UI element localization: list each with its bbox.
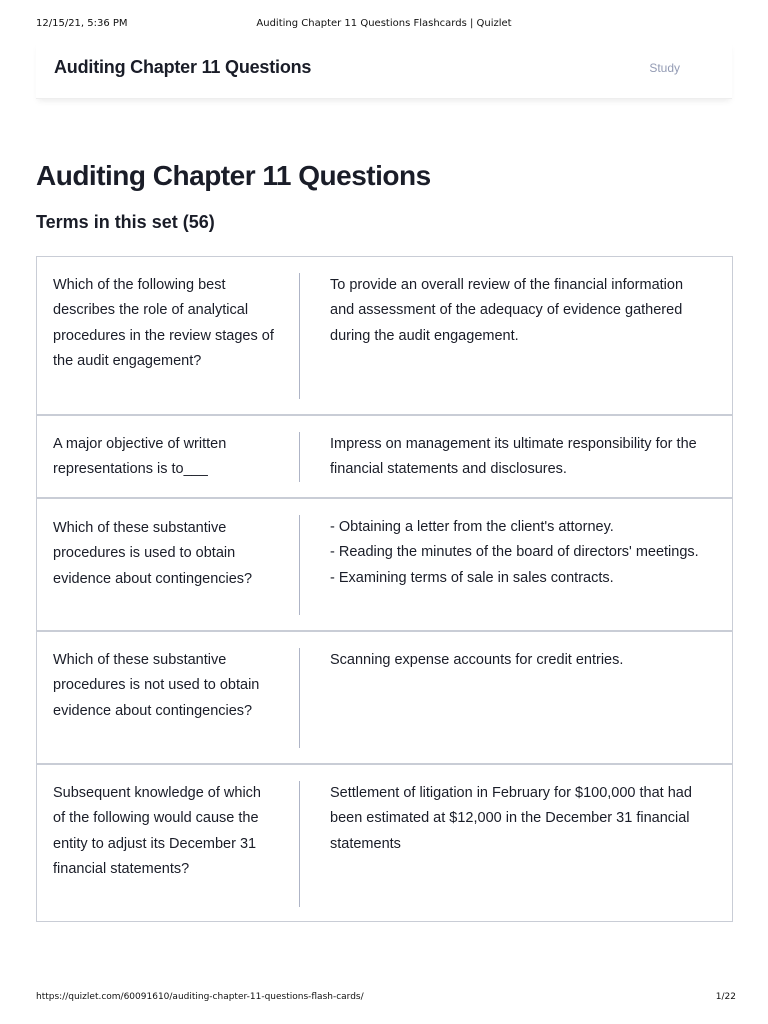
definition-line: Settlement of litigation in February for $100,000 that had been estimated at $12,000 in the December 31 financial statements (330, 785, 692, 852)
terms-heading: Terms in this set (56) (36, 212, 215, 232)
term-text: Which of these substantive procedures is used to obtain evidence about contingencies? (53, 520, 253, 587)
definition-line: Impress on management its ultimate responsibility for the financial statements and disclosures. (330, 436, 697, 478)
definition-line: - Examining terms of sale in sales contracts. (330, 569, 614, 586)
page-number: 1/22 (715, 992, 736, 1002)
print-document-title: Auditing Chapter 11 Questions Flashcards | Quizlet (256, 18, 512, 29)
term-card (36, 414, 733, 498)
definition-line: Scanning expense accounts for credit entries. (330, 652, 624, 668)
term-divider (299, 515, 300, 615)
term-list (36, 256, 733, 922)
definition-text (330, 781, 710, 857)
definition-text (330, 273, 710, 349)
set-header-bar (36, 42, 732, 99)
print-footer (0, 992, 768, 1006)
print-url: https://quizlet.com/60091610/auditing-chapter-11-questions-flash-cards/ (36, 992, 364, 1002)
print-header (0, 18, 768, 32)
term-card (36, 256, 733, 415)
definition-text (330, 648, 710, 673)
definition-line: - Reading the minutes of the board of directors' meetings. (330, 544, 699, 561)
term-text: A major objective of written representations is to___ (53, 436, 227, 478)
term-divider (299, 781, 300, 907)
study-button[interactable]: Study (649, 61, 680, 75)
term-text: Subsequent knowledge of which of the following would cause the entity to adjust its December 31 financial statements? (53, 785, 261, 878)
definition-text (330, 432, 710, 483)
page-title: Auditing Chapter 11 Questions (36, 160, 431, 191)
term-divider (299, 432, 300, 482)
term-card (36, 497, 733, 631)
term-card (36, 630, 733, 764)
term-text: Which of these substantive procedures is not used to obtain evidence about contingencies? (53, 652, 260, 719)
print-datetime: 12/15/21, 5:36 PM (36, 18, 128, 29)
definition-line: - Obtaining a letter from the client's attorney. (330, 519, 614, 535)
term-divider (299, 648, 300, 748)
term-text: Which of the following best describes the role of analytical procedures in the review stages of the audit engagement? (53, 277, 274, 370)
definition-text (330, 515, 710, 591)
term-card (36, 763, 733, 922)
term-divider (299, 273, 300, 399)
definition-line: To provide an overall review of the financial information and assessment of the adequacy of evidence gathered during the audit engagement. (330, 277, 684, 344)
set-header-title: Auditing Chapter 11 Questions (54, 57, 312, 77)
